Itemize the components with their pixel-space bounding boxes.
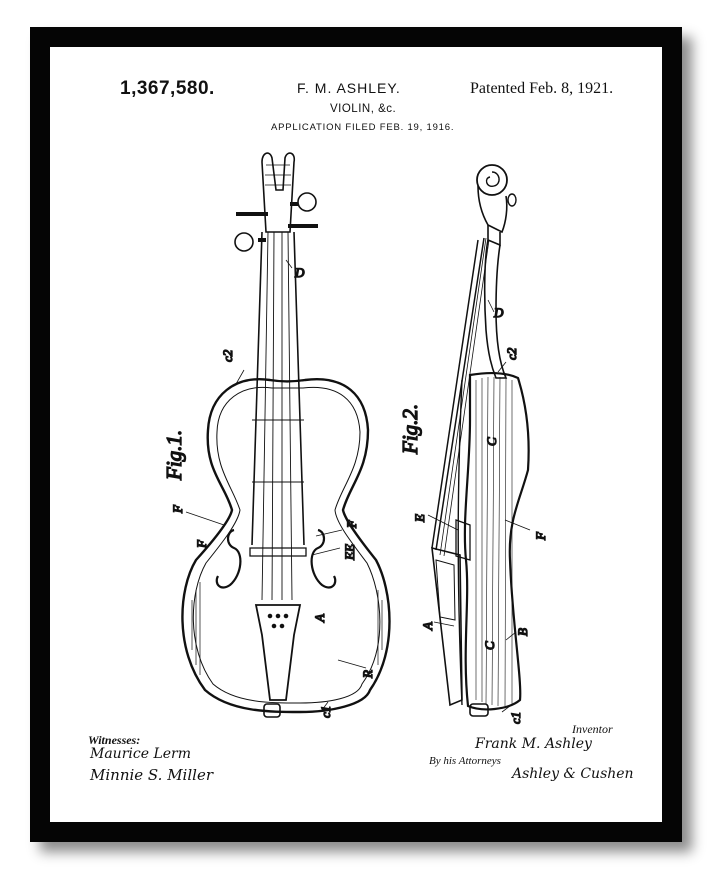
fig2-ref-c-upper: C bbox=[484, 437, 499, 446]
application-filed: APPLICATION FILED FEB. 19, 1916. bbox=[271, 122, 455, 133]
fig1-ref-e-right: EE bbox=[342, 544, 357, 560]
fig1-ref-c2: c2 bbox=[220, 349, 235, 362]
fig1-ref-f-right: F bbox=[344, 520, 359, 528]
by-attorneys: By his Attorneys bbox=[429, 755, 501, 767]
fig2-ref-c1: c1 bbox=[508, 711, 523, 724]
fig2-ref-e: E bbox=[412, 514, 427, 522]
fig2-ref-a: A bbox=[420, 622, 435, 630]
fig1-ref-r: R bbox=[360, 670, 375, 678]
fig1-label: Fig.1. bbox=[162, 429, 186, 480]
inventor-label: Inventor bbox=[572, 722, 613, 736]
fig2-ref-c-lower: C bbox=[482, 641, 497, 650]
fig1-ref-f-lower: F bbox=[194, 540, 209, 548]
inventor-heading: F. M. ASHLEY. bbox=[297, 80, 401, 96]
witness-signature-1: Maurice Lerm bbox=[90, 746, 191, 762]
fig1-ref-c1: c1 bbox=[318, 705, 333, 718]
fig2-ref-c2: c2 bbox=[504, 347, 519, 360]
fig1-ref-a: A bbox=[312, 614, 327, 622]
invention-subject: VIOLIN, &c. bbox=[330, 103, 397, 115]
patent-number: 1,367,580. bbox=[120, 78, 215, 99]
witness-signature-2: Minnie S. Miller bbox=[90, 766, 213, 784]
fig1-ref-d: D bbox=[295, 265, 305, 280]
fig1-violin-front bbox=[182, 153, 389, 717]
fig2-label: Fig.2. bbox=[398, 403, 422, 454]
attorney-signature: Ashley & Cushen bbox=[512, 766, 634, 782]
witnesses-label: Witnesses: bbox=[88, 733, 141, 747]
fig2-ref-d: D bbox=[494, 305, 504, 320]
fig1-ref-f-upper: F bbox=[170, 505, 185, 513]
fig2-ref-f: F bbox=[533, 532, 548, 540]
inventor-signature: Frank M. Ashley bbox=[475, 736, 592, 752]
patent-date: Patented Feb. 8, 1921. bbox=[470, 80, 614, 97]
fig2-ref-b: B bbox=[515, 628, 530, 636]
